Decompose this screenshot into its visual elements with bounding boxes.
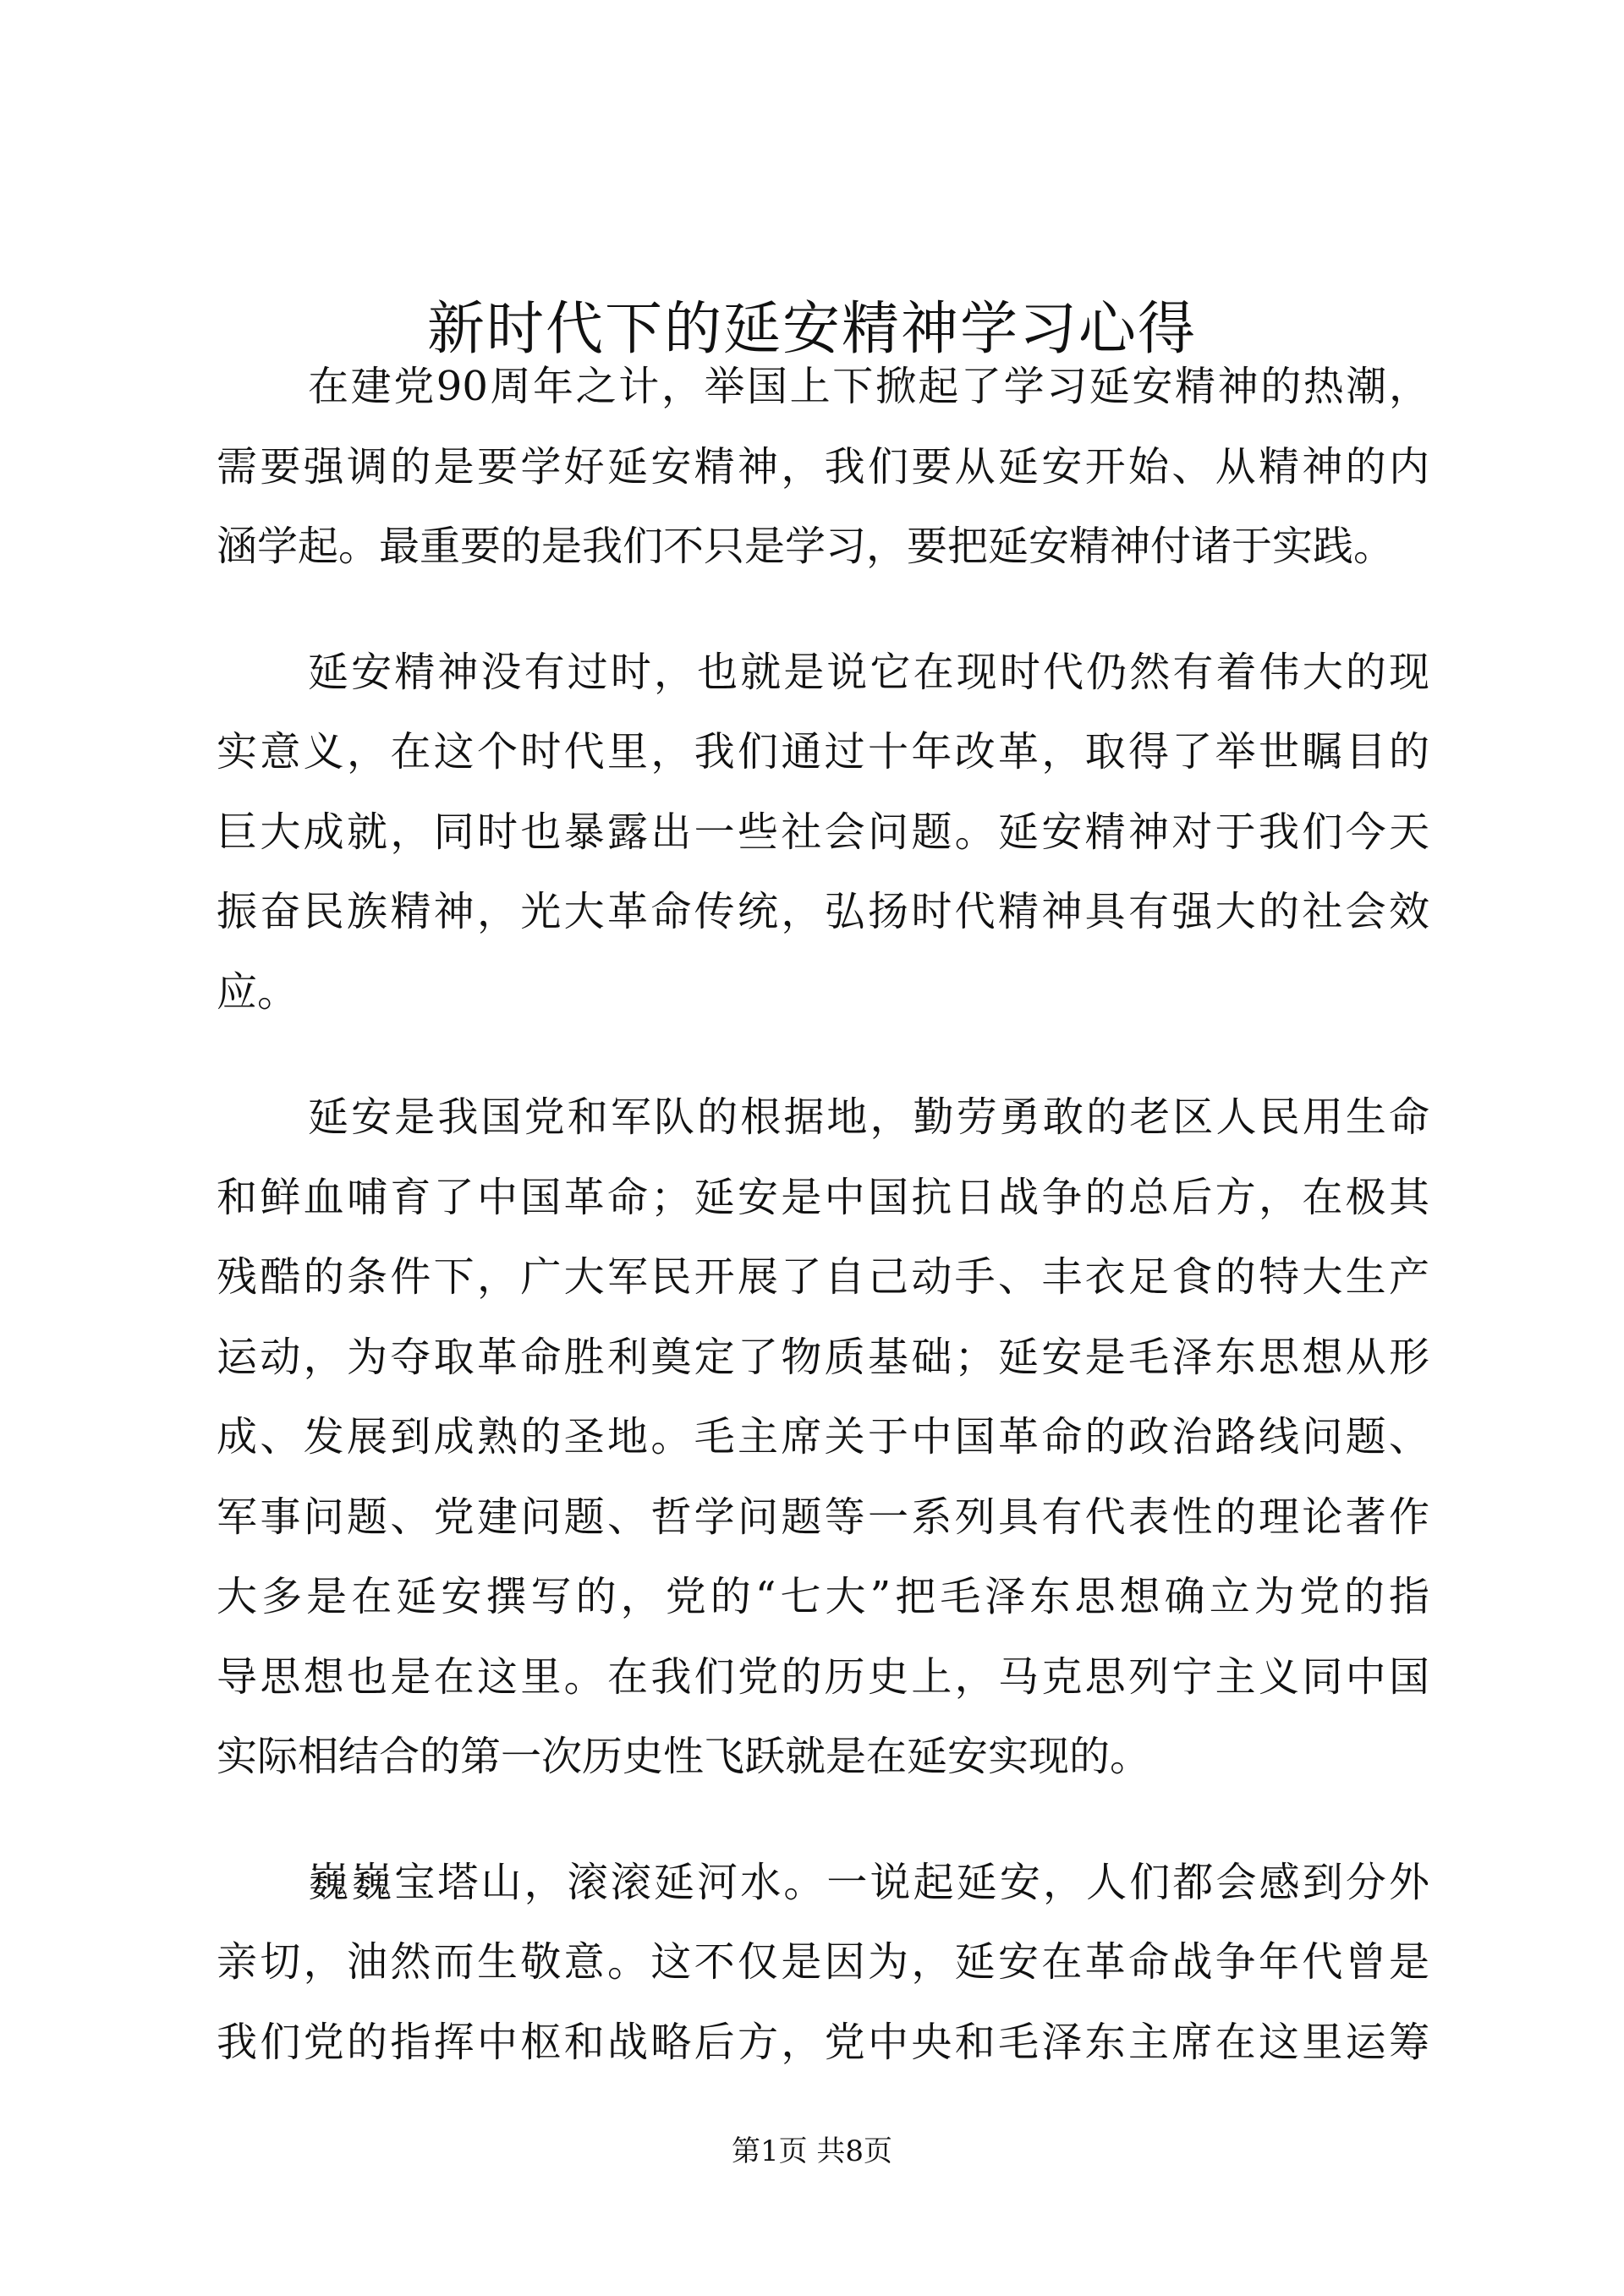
- text-line: 涵学起。最重要的是我们不只是学习，要把延安精神付诸于实践。: [217, 523, 1395, 570]
- paragraph: [217, 1077, 1429, 1797]
- text-line: 大多是在延安撰写的，党的“七大”把毛泽东思想确立为党的指: [217, 1573, 1429, 1620]
- text-line: 延安精神没有过时，也就是说它在现时代仍然有着伟大的现: [308, 648, 1429, 696]
- text-line: 残酷的条件下，广大军民开展了自己动手、丰衣足食的特大生产: [217, 1253, 1429, 1301]
- text-line: 需要强调的是要学好延安精神，我们要从延安开始、从精神的内: [217, 442, 1429, 490]
- text-line: 我们党的指挥中枢和战略后方，党中央和毛泽东主席在这里运筹: [217, 2018, 1429, 2066]
- text-line: 军事问题、党建问题、哲学问题等一系列具有代表性的理论著作: [217, 1493, 1429, 1541]
- document-title: 新时代下的延安精神学习心得: [426, 296, 1197, 363]
- text-line: 应。: [217, 967, 299, 1016]
- page-number-footer: 第1页 共8页: [731, 2134, 893, 2168]
- text-line: 延安是我国党和军队的根据地，勤劳勇敢的老区人民用生命: [308, 1093, 1429, 1141]
- text-line: 成、发展到成熟的圣地。毛主席关于中国革命的政治路线问题、: [217, 1413, 1429, 1460]
- text-line: 和鲜血哺育了中国革命；延安是中国抗日战争的总后方，在极其: [217, 1173, 1429, 1221]
- paragraph: [217, 1843, 1429, 2083]
- text-line: 导思想也是在这里。在我们党的历史上，马克思列宁主义同中国: [217, 1652, 1429, 1701]
- paragraph: [217, 347, 1429, 587]
- text-line: 振奋民族精神，光大革命传统，弘扬时代精神具有强大的社会效: [217, 888, 1429, 935]
- text-line: 巨大成就，同时也暴露出一些社会问题。延安精神对于我们今天: [217, 808, 1429, 856]
- text-line: 实际相结合的第一次历史性飞跃就是在延安实现的。: [217, 1733, 1151, 1780]
- paragraph: [217, 633, 1429, 1033]
- text-line: 在建党90周年之计，举国上下掀起了学习延安精神的热潮，: [308, 363, 1429, 410]
- text-line: 巍巍宝塔山，滚滚延河水。一说起延安，人们都会感到分外: [308, 1858, 1429, 1906]
- text-line: 实意义，在这个时代里，我们通过十年改革，取得了举世瞩目的: [217, 728, 1429, 775]
- text-line: 亲切，油然而生敬意。这不仅是因为，延安在革命战争年代曾是: [217, 1938, 1429, 1986]
- text-line: 运动，为夺取革命胜利奠定了物质基础；延安是毛泽东思想从形: [217, 1333, 1429, 1381]
- document-body: [217, 347, 1429, 2128]
